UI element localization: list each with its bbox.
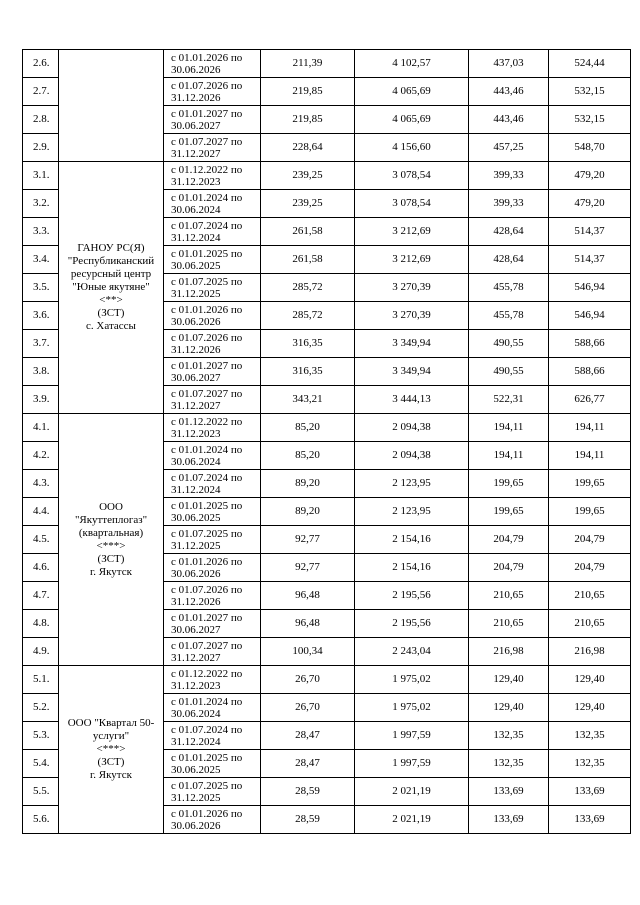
table-row xyxy=(23,414,631,442)
period-cell xyxy=(164,246,261,274)
period-cell xyxy=(164,666,261,694)
value-cell-1: 96,48 xyxy=(261,610,355,638)
value-cell-4: 132,35 xyxy=(549,722,631,750)
value-cell-2: 4 156,60 xyxy=(355,134,469,162)
period-start: с 01.07.2026 по xyxy=(171,331,243,344)
period-end: 30.06.2026 xyxy=(171,315,221,328)
value-cell-4: 133,69 xyxy=(549,806,631,834)
row-number: 4.6. xyxy=(23,554,59,582)
value-cell-2: 3 270,39 xyxy=(355,274,469,302)
period-cell xyxy=(164,302,261,330)
value-cell-1: 219,85 xyxy=(261,78,355,106)
value-cell-1: 239,25 xyxy=(261,162,355,190)
value-cell-3: 194,11 xyxy=(469,442,549,470)
period-end: 30.06.2026 xyxy=(171,819,221,832)
value-cell-1: 26,70 xyxy=(261,694,355,722)
period-cell xyxy=(164,694,261,722)
period-end: 30.06.2025 xyxy=(171,763,221,776)
period-start: с 01.01.2026 по xyxy=(171,303,243,316)
period-end: 31.12.2024 xyxy=(171,231,221,244)
row-number: 2.6. xyxy=(23,50,59,78)
period-end: 31.12.2027 xyxy=(171,147,221,160)
organization-line: ООО "Квартал 50- xyxy=(67,717,155,729)
value-cell-1: 85,20 xyxy=(261,414,355,442)
value-cell-1: 92,77 xyxy=(261,526,355,554)
period-start: с 01.07.2024 по xyxy=(171,471,243,484)
period-start: с 01.07.2027 по xyxy=(171,639,243,652)
row-number: 3.3. xyxy=(23,218,59,246)
value-cell-4: 194,11 xyxy=(549,442,631,470)
value-cell-1: 343,21 xyxy=(261,386,355,414)
row-number: 3.6. xyxy=(23,302,59,330)
value-cell-4: 199,65 xyxy=(549,470,631,498)
period-end: 31.12.2027 xyxy=(171,399,221,412)
organization-line: (ЗСТ) xyxy=(97,307,125,319)
value-cell-2: 2 123,95 xyxy=(355,498,469,526)
period-cell xyxy=(164,134,261,162)
period-end: 31.12.2025 xyxy=(171,539,221,552)
period-end: 31.12.2027 xyxy=(171,651,221,664)
value-cell-4: 548,70 xyxy=(549,134,631,162)
period-end: 31.12.2025 xyxy=(171,287,221,300)
organization-line: (квартальная) xyxy=(78,526,144,539)
period-start: с 01.01.2026 по xyxy=(171,555,243,568)
value-cell-4: 204,79 xyxy=(549,526,631,554)
period-cell xyxy=(164,806,261,834)
value-cell-2: 1 997,59 xyxy=(355,750,469,778)
value-cell-4: 132,35 xyxy=(549,750,631,778)
organization-line: г. Якутск xyxy=(90,565,132,578)
row-number: 5.2. xyxy=(23,694,59,722)
value-cell-1: 239,25 xyxy=(261,190,355,218)
period-end: 30.06.2027 xyxy=(171,119,221,132)
value-cell-3: 443,46 xyxy=(469,78,549,106)
period-cell xyxy=(164,162,261,190)
period-start: с 01.12.2022 по xyxy=(171,415,243,428)
period-cell xyxy=(164,330,261,358)
value-cell-3: 129,40 xyxy=(469,666,549,694)
period-cell xyxy=(164,386,261,414)
period-start: с 01.01.2025 по xyxy=(171,751,243,764)
period-cell xyxy=(164,190,261,218)
organization-line: ресурсный центр xyxy=(70,268,152,280)
period-end: 31.12.2023 xyxy=(171,175,221,188)
row-number: 5.4. xyxy=(23,750,59,778)
value-cell-2: 3 444,13 xyxy=(355,386,469,414)
value-cell-3: 132,35 xyxy=(469,722,549,750)
row-number: 2.7. xyxy=(23,78,59,106)
organization-line: "Республиканский xyxy=(67,255,155,267)
period-end: 30.06.2024 xyxy=(171,707,221,720)
organization-cell xyxy=(59,414,164,666)
value-cell-1: 85,20 xyxy=(261,442,355,470)
period-start: с 01.07.2025 по xyxy=(171,275,243,288)
value-cell-2: 1 997,59 xyxy=(355,722,469,750)
period-start: с 01.01.2026 по xyxy=(171,51,243,64)
value-cell-3: 210,65 xyxy=(469,610,549,638)
value-cell-4: 532,15 xyxy=(549,78,631,106)
value-cell-4: 194,11 xyxy=(549,414,631,442)
period-cell xyxy=(164,78,261,106)
row-number: 4.5. xyxy=(23,526,59,554)
period-start: с 01.01.2027 по xyxy=(171,611,243,624)
organization-line: г. Якутск xyxy=(90,769,132,781)
value-cell-3: 443,46 xyxy=(469,106,549,134)
organization-cell xyxy=(59,666,164,834)
value-cell-4: 588,66 xyxy=(549,330,631,358)
period-cell xyxy=(164,750,261,778)
value-cell-4: 210,65 xyxy=(549,582,631,610)
period-cell xyxy=(164,610,261,638)
period-start: с 01.01.2026 по xyxy=(171,807,243,820)
table-row xyxy=(23,162,631,190)
value-cell-4: 514,37 xyxy=(549,218,631,246)
value-cell-4: 204,79 xyxy=(549,554,631,582)
period-end: 30.06.2024 xyxy=(171,455,221,468)
period-cell xyxy=(164,414,261,442)
value-cell-4: 133,69 xyxy=(549,778,631,806)
value-cell-3: 437,03 xyxy=(469,50,549,78)
value-cell-2: 4 102,57 xyxy=(355,50,469,78)
organization-line: с. Хатассы xyxy=(86,320,136,332)
row-number: 3.5. xyxy=(23,274,59,302)
value-cell-2: 3 078,54 xyxy=(355,162,469,190)
period-cell xyxy=(164,358,261,386)
value-cell-4: 210,65 xyxy=(549,610,631,638)
row-number: 4.1. xyxy=(23,414,59,442)
row-number: 4.3. xyxy=(23,470,59,498)
period-cell xyxy=(164,526,261,554)
value-cell-3: 199,65 xyxy=(469,498,549,526)
row-number: 3.4. xyxy=(23,246,59,274)
value-cell-3: 490,55 xyxy=(469,358,549,386)
value-cell-2: 3 270,39 xyxy=(355,302,469,330)
period-end: 30.06.2027 xyxy=(171,623,221,636)
value-cell-1: 28,47 xyxy=(261,722,355,750)
value-cell-3: 129,40 xyxy=(469,694,549,722)
period-end: 31.12.2023 xyxy=(171,427,221,440)
period-start: с 01.07.2025 по xyxy=(171,527,243,540)
period-cell xyxy=(164,218,261,246)
value-cell-4: 546,94 xyxy=(549,302,631,330)
period-end: 30.06.2026 xyxy=(171,63,221,76)
row-number: 3.8. xyxy=(23,358,59,386)
value-cell-1: 26,70 xyxy=(261,666,355,694)
value-cell-2: 2 021,19 xyxy=(355,778,469,806)
value-cell-3: 457,25 xyxy=(469,134,549,162)
value-cell-3: 455,78 xyxy=(469,274,549,302)
period-start: с 01.07.2027 по xyxy=(171,387,243,400)
row-number: 4.9. xyxy=(23,638,59,666)
value-cell-4: 588,66 xyxy=(549,358,631,386)
row-number: 4.2. xyxy=(23,442,59,470)
value-cell-2: 2 195,56 xyxy=(355,610,469,638)
period-cell xyxy=(164,106,261,134)
row-number: 4.7. xyxy=(23,582,59,610)
organization-line: <**> xyxy=(99,294,123,306)
organization-line: "Якуттеплогаз" xyxy=(74,513,148,526)
organization-line: (ЗСТ) xyxy=(97,552,125,565)
value-cell-1: 28,59 xyxy=(261,778,355,806)
period-start: с 01.01.2025 по xyxy=(171,499,243,512)
value-cell-3: 132,35 xyxy=(469,750,549,778)
organization-cell xyxy=(59,50,164,162)
value-cell-1: 92,77 xyxy=(261,554,355,582)
value-cell-3: 522,31 xyxy=(469,386,549,414)
value-cell-4: 546,94 xyxy=(549,274,631,302)
value-cell-1: 261,58 xyxy=(261,218,355,246)
period-end: 31.12.2025 xyxy=(171,791,221,804)
value-cell-2: 2 154,16 xyxy=(355,554,469,582)
period-end: 30.06.2025 xyxy=(171,511,221,524)
value-cell-1: 285,72 xyxy=(261,274,355,302)
value-cell-4: 199,65 xyxy=(549,498,631,526)
period-start: с 01.07.2026 по xyxy=(171,79,243,92)
value-cell-2: 3 349,94 xyxy=(355,330,469,358)
value-cell-2: 1 975,02 xyxy=(355,694,469,722)
value-cell-2: 3 078,54 xyxy=(355,190,469,218)
value-cell-3: 133,69 xyxy=(469,778,549,806)
organization-line: "Юные якутяне" xyxy=(72,281,150,293)
value-cell-3: 399,33 xyxy=(469,190,549,218)
value-cell-2: 3 349,94 xyxy=(355,358,469,386)
value-cell-2: 2 094,38 xyxy=(355,442,469,470)
period-cell xyxy=(164,722,261,750)
value-cell-3: 133,69 xyxy=(469,806,549,834)
period-start: с 01.07.2027 по xyxy=(171,135,243,148)
organization-line: <***> xyxy=(96,743,126,755)
period-cell xyxy=(164,50,261,78)
value-cell-3: 204,79 xyxy=(469,526,549,554)
period-end: 31.12.2026 xyxy=(171,91,221,104)
row-number: 3.9. xyxy=(23,386,59,414)
period-start: с 01.07.2025 по xyxy=(171,779,243,792)
period-end: 31.12.2024 xyxy=(171,735,221,748)
value-cell-3: 399,33 xyxy=(469,162,549,190)
period-start: с 01.01.2027 по xyxy=(171,359,243,372)
value-cell-1: 285,72 xyxy=(261,302,355,330)
period-start: с 01.07.2024 по xyxy=(171,219,243,232)
organization-line: (ЗСТ) xyxy=(97,756,125,768)
organization-line: ООО xyxy=(99,500,123,513)
value-cell-1: 316,35 xyxy=(261,330,355,358)
value-cell-3: 216,98 xyxy=(469,638,549,666)
row-number: 5.1. xyxy=(23,666,59,694)
row-number: 3.2. xyxy=(23,190,59,218)
row-number: 3.1. xyxy=(23,162,59,190)
value-cell-3: 455,78 xyxy=(469,302,549,330)
value-cell-3: 428,64 xyxy=(469,218,549,246)
period-cell xyxy=(164,498,261,526)
value-cell-1: 28,47 xyxy=(261,750,355,778)
period-start: с 01.07.2024 по xyxy=(171,723,243,736)
period-start: с 01.12.2022 по xyxy=(171,163,243,176)
period-cell xyxy=(164,778,261,806)
value-cell-3: 199,65 xyxy=(469,470,549,498)
value-cell-2: 3 212,69 xyxy=(355,246,469,274)
period-end: 31.12.2026 xyxy=(171,343,221,356)
value-cell-2: 2 123,95 xyxy=(355,470,469,498)
row-number: 4.4. xyxy=(23,498,59,526)
table-row xyxy=(23,50,631,78)
value-cell-1: 211,39 xyxy=(261,50,355,78)
value-cell-2: 4 065,69 xyxy=(355,106,469,134)
organization-line: ГАНОУ РС(Я) xyxy=(77,242,145,254)
value-cell-1: 228,64 xyxy=(261,134,355,162)
value-cell-2: 2 094,38 xyxy=(355,414,469,442)
value-cell-1: 28,59 xyxy=(261,806,355,834)
period-cell xyxy=(164,638,261,666)
row-number: 5.6. xyxy=(23,806,59,834)
value-cell-4: 216,98 xyxy=(549,638,631,666)
period-start: с 01.01.2025 по xyxy=(171,247,243,260)
organization-line: <***> xyxy=(96,539,126,552)
value-cell-2: 2 021,19 xyxy=(355,806,469,834)
value-cell-2: 2 154,16 xyxy=(355,526,469,554)
period-start: с 01.01.2027 по xyxy=(171,107,243,120)
value-cell-4: 479,20 xyxy=(549,190,631,218)
value-cell-3: 490,55 xyxy=(469,330,549,358)
value-cell-1: 100,34 xyxy=(261,638,355,666)
period-cell xyxy=(164,442,261,470)
row-number: 2.8. xyxy=(23,106,59,134)
value-cell-1: 89,20 xyxy=(261,470,355,498)
value-cell-3: 428,64 xyxy=(469,246,549,274)
tariff-table-body xyxy=(23,50,631,834)
value-cell-2: 4 065,69 xyxy=(355,78,469,106)
period-start: с 01.01.2024 по xyxy=(171,191,243,204)
period-end: 31.12.2026 xyxy=(171,595,221,608)
row-number: 5.5. xyxy=(23,778,59,806)
period-end: 30.06.2026 xyxy=(171,567,221,580)
period-start: с 01.07.2026 по xyxy=(171,583,243,596)
row-number: 5.3. xyxy=(23,722,59,750)
row-number: 3.7. xyxy=(23,330,59,358)
period-end: 30.06.2027 xyxy=(171,371,221,384)
period-end: 30.06.2024 xyxy=(171,203,221,216)
value-cell-4: 532,15 xyxy=(549,106,631,134)
value-cell-4: 129,40 xyxy=(549,666,631,694)
value-cell-1: 89,20 xyxy=(261,498,355,526)
value-cell-1: 261,58 xyxy=(261,246,355,274)
row-number: 2.9. xyxy=(23,134,59,162)
value-cell-4: 626,77 xyxy=(549,386,631,414)
value-cell-3: 194,11 xyxy=(469,414,549,442)
period-cell xyxy=(164,470,261,498)
period-cell xyxy=(164,554,261,582)
value-cell-3: 210,65 xyxy=(469,582,549,610)
period-cell xyxy=(164,274,261,302)
tariff-table xyxy=(22,49,631,834)
value-cell-4: 514,37 xyxy=(549,246,631,274)
value-cell-1: 96,48 xyxy=(261,582,355,610)
period-end: 31.12.2024 xyxy=(171,483,221,496)
value-cell-2: 1 975,02 xyxy=(355,666,469,694)
period-end: 30.06.2025 xyxy=(171,259,221,272)
period-cell xyxy=(164,582,261,610)
period-start: с 01.01.2024 по xyxy=(171,443,243,456)
row-number: 4.8. xyxy=(23,610,59,638)
period-start: с 01.12.2022 по xyxy=(171,667,243,680)
value-cell-2: 2 243,04 xyxy=(355,638,469,666)
table-row xyxy=(23,666,631,694)
organization-cell xyxy=(59,162,164,414)
value-cell-4: 129,40 xyxy=(549,694,631,722)
value-cell-2: 3 212,69 xyxy=(355,218,469,246)
value-cell-1: 219,85 xyxy=(261,106,355,134)
value-cell-1: 316,35 xyxy=(261,358,355,386)
period-end: 31.12.2023 xyxy=(171,679,221,692)
organization-line: услуги" xyxy=(92,730,130,742)
value-cell-3: 204,79 xyxy=(469,554,549,582)
value-cell-2: 2 195,56 xyxy=(355,582,469,610)
value-cell-4: 524,44 xyxy=(549,50,631,78)
value-cell-4: 479,20 xyxy=(549,162,631,190)
period-start: с 01.01.2024 по xyxy=(171,695,243,708)
